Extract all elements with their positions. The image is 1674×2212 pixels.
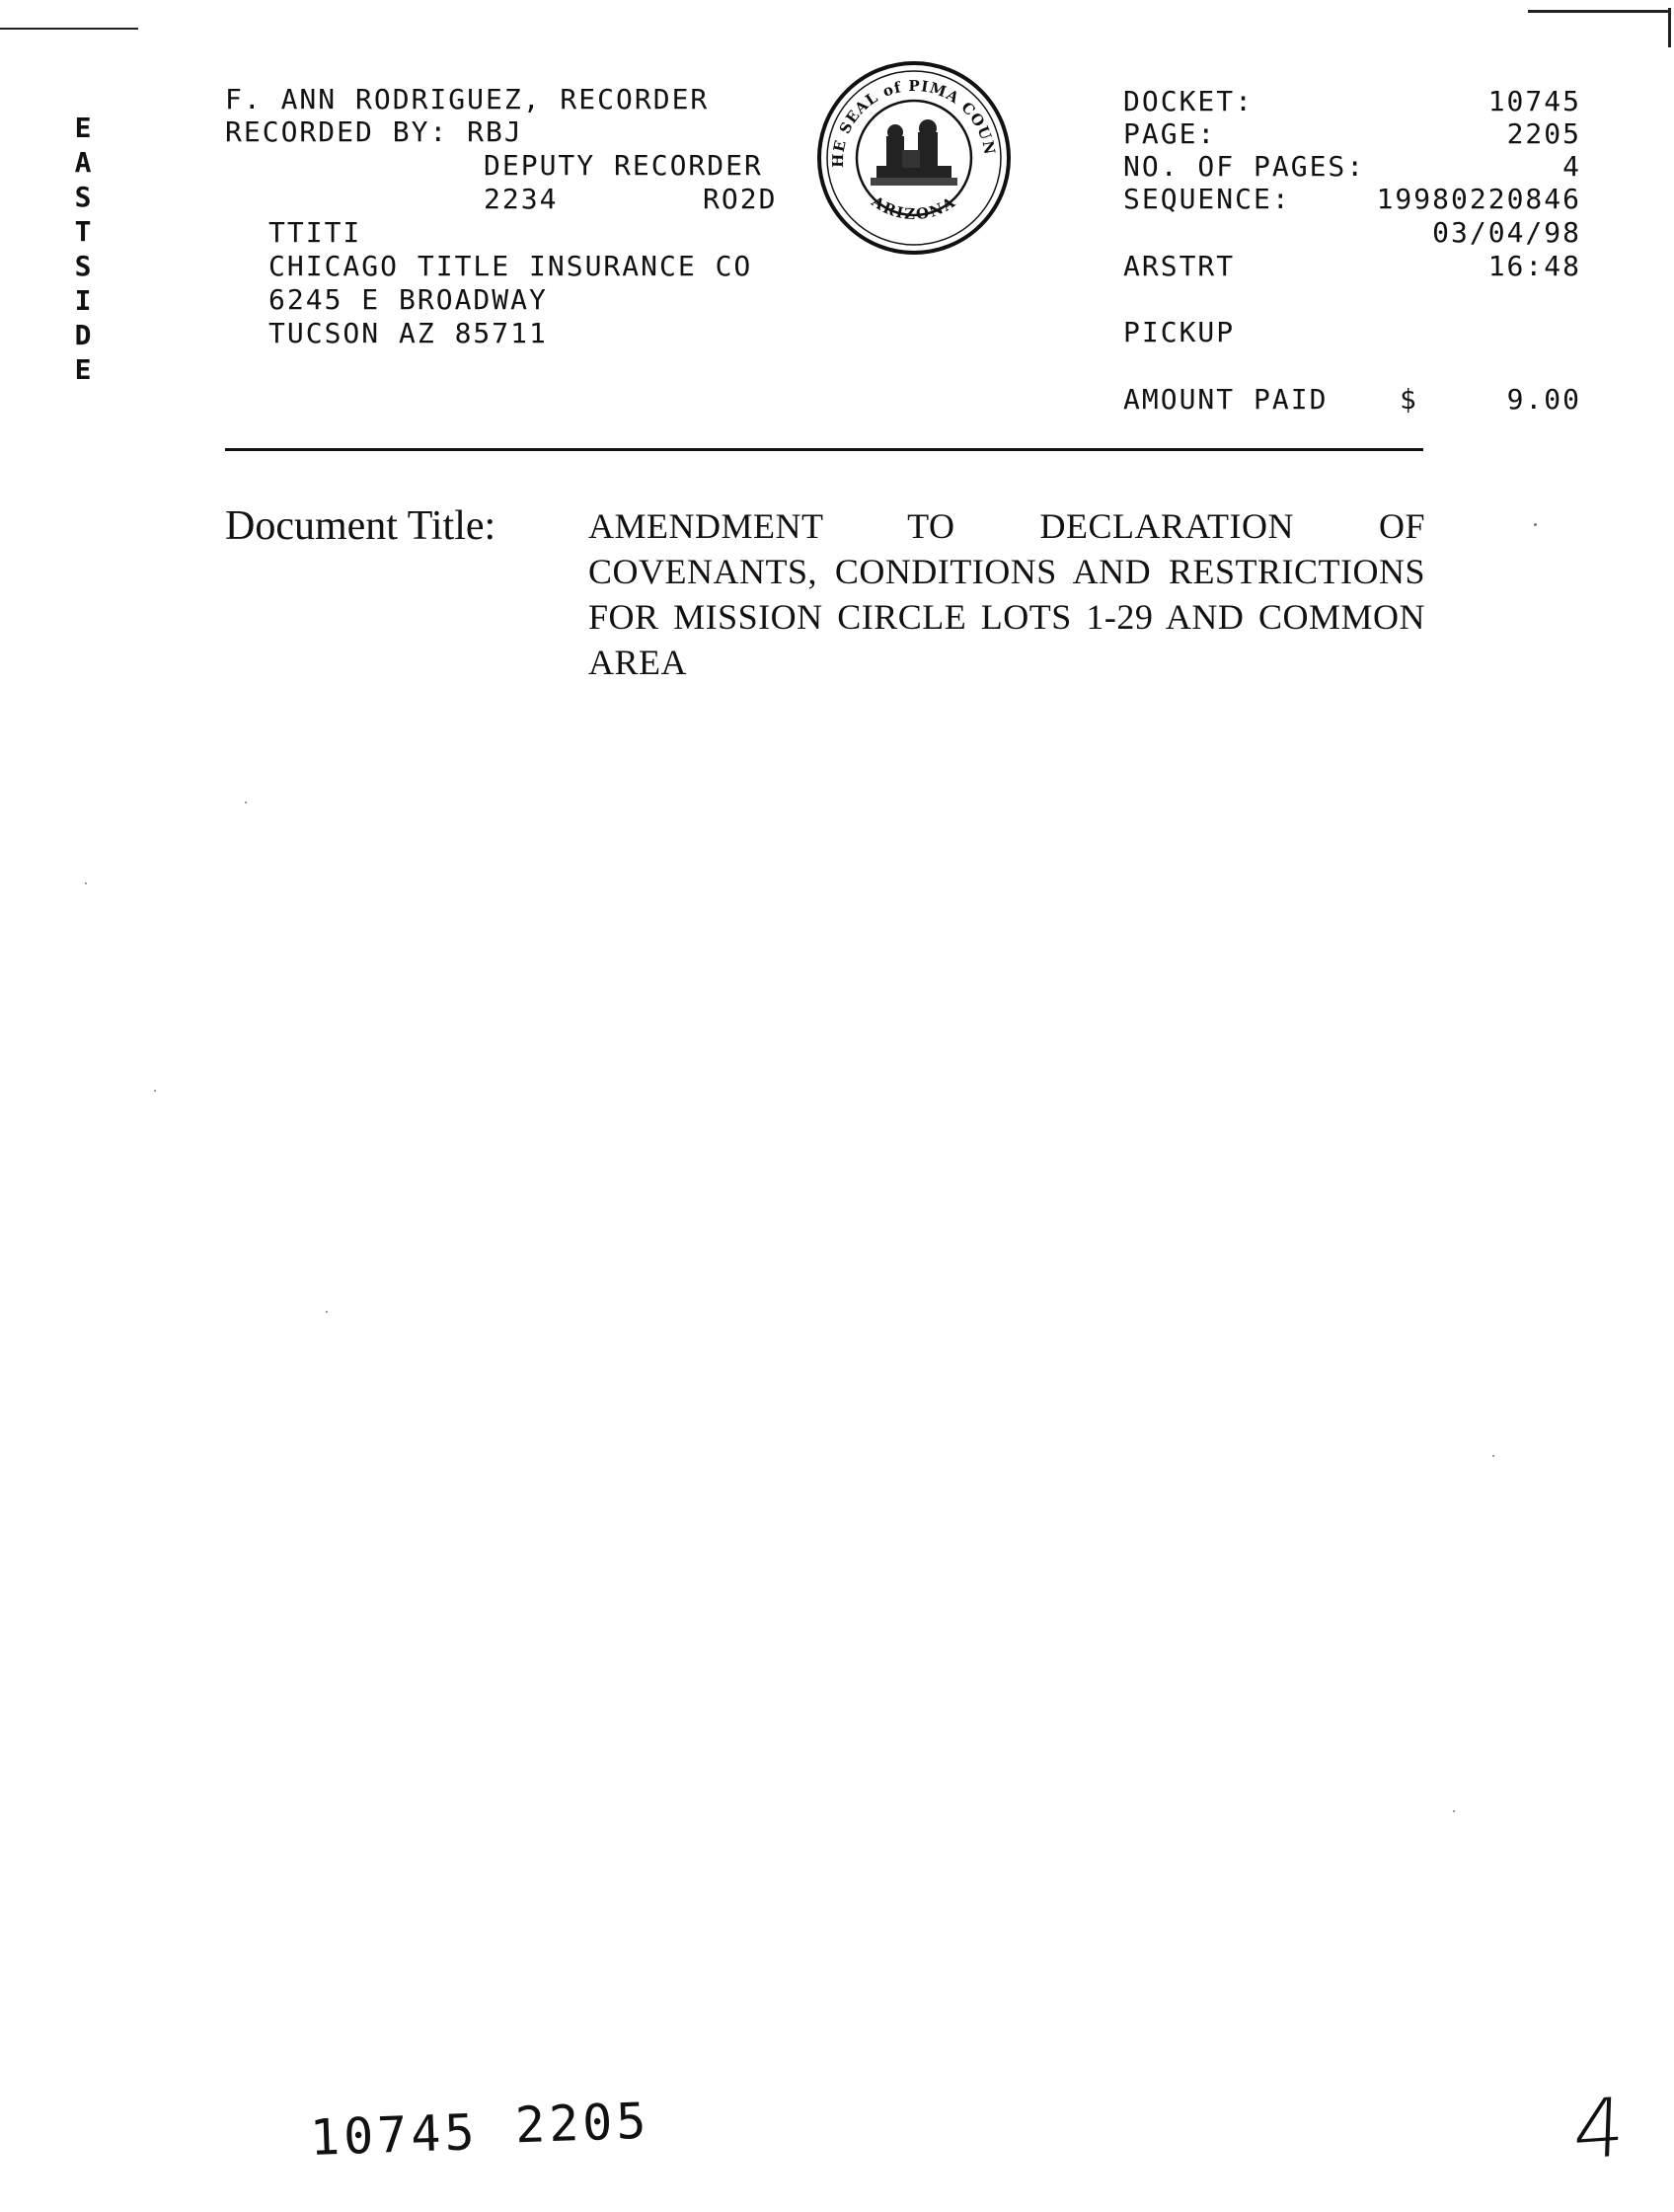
svg-text:ARIZONA: ARIZONA — [868, 192, 960, 224]
pages-value: 4 — [1562, 150, 1581, 183]
stamp-letter: I — [74, 284, 92, 317]
deputy-recorder: DEPUTY RECORDER — [484, 149, 763, 182]
sequence-value: 19980220846 — [1376, 183, 1581, 215]
handwritten-page-count: 4 — [1571, 2080, 1627, 2179]
scan-speck — [1534, 523, 1537, 526]
addressee-company: CHICAGO TITLE INSURANCE CO — [268, 250, 753, 282]
currency-symbol: $ — [1400, 383, 1418, 416]
scan-speck — [326, 1311, 328, 1313]
document-type: ARSTRT — [1123, 250, 1236, 282]
stamp-letter: D — [74, 319, 92, 351]
page-label: PAGE: — [1123, 117, 1217, 150]
scan-speck — [154, 1090, 156, 1092]
recorded-time: 16:48 — [1487, 250, 1581, 282]
document-title-label: Document Title: — [225, 503, 496, 549]
scan-speck — [85, 882, 87, 884]
recorded-date: 03/04/98 — [1432, 216, 1581, 249]
stamp-letter: A — [74, 146, 92, 179]
scan-speck — [1492, 1455, 1494, 1457]
top-right-scan-mark — [1528, 10, 1670, 13]
recorder-name: F. ANN RODRIGUEZ, RECORDER — [225, 83, 710, 115]
station-code: RO2D — [703, 183, 778, 215]
scan-speck — [1453, 1810, 1455, 1812]
sequence-label: SEQUENCE: — [1123, 183, 1291, 215]
document-title-text: AMENDMENT TO DECLARATION OF COVENANTS, CONDITIONS AND RESTRICTIONS FOR MISSION CIRCLE LOTS 1-29 AND COMMON AREA — [588, 506, 1425, 682]
header-divider — [225, 448, 1423, 451]
addressee-street: 6245 E BROADWAY — [268, 283, 548, 316]
seal-graphic — [815, 59, 1013, 257]
page-value: 2205 — [1506, 117, 1581, 150]
footer-page-number: 2205 — [514, 2092, 651, 2155]
deputy-code: 2234 — [484, 183, 559, 215]
scan-speck — [245, 801, 247, 803]
amount-label: AMOUNT PAID — [1123, 383, 1329, 416]
stamp-letter: E — [74, 112, 92, 144]
pages-label: NO. OF PAGES: — [1123, 150, 1366, 183]
addressee-city: TUCSON AZ 85711 — [268, 317, 548, 349]
recorded-by: RECORDED BY: RBJ — [225, 115, 523, 148]
docket-label: DOCKET: — [1123, 85, 1255, 117]
eastside-stamp — [63, 111, 103, 387]
stamp-letter: T — [74, 215, 92, 248]
stamp-letter: S — [74, 181, 92, 213]
addressee-code: TTITI — [268, 216, 362, 249]
top-left-scan-mark — [0, 28, 138, 30]
stamp-letter: E — [74, 353, 92, 386]
stamp-letter: S — [74, 250, 92, 282]
top-right-scan-mark-vertical — [1668, 8, 1671, 47]
amount-value: 9.00 — [1506, 383, 1581, 416]
svg-text:THE SEAL of PIMA COUNTY: HE SEAL of PIMA COUN — [828, 76, 999, 169]
docket-value: 10745 — [1487, 85, 1581, 117]
footer-docket-number: 10745 — [309, 2103, 480, 2167]
pima-county-seal — [815, 59, 1013, 257]
pickup-label: PICKUP — [1123, 316, 1236, 348]
